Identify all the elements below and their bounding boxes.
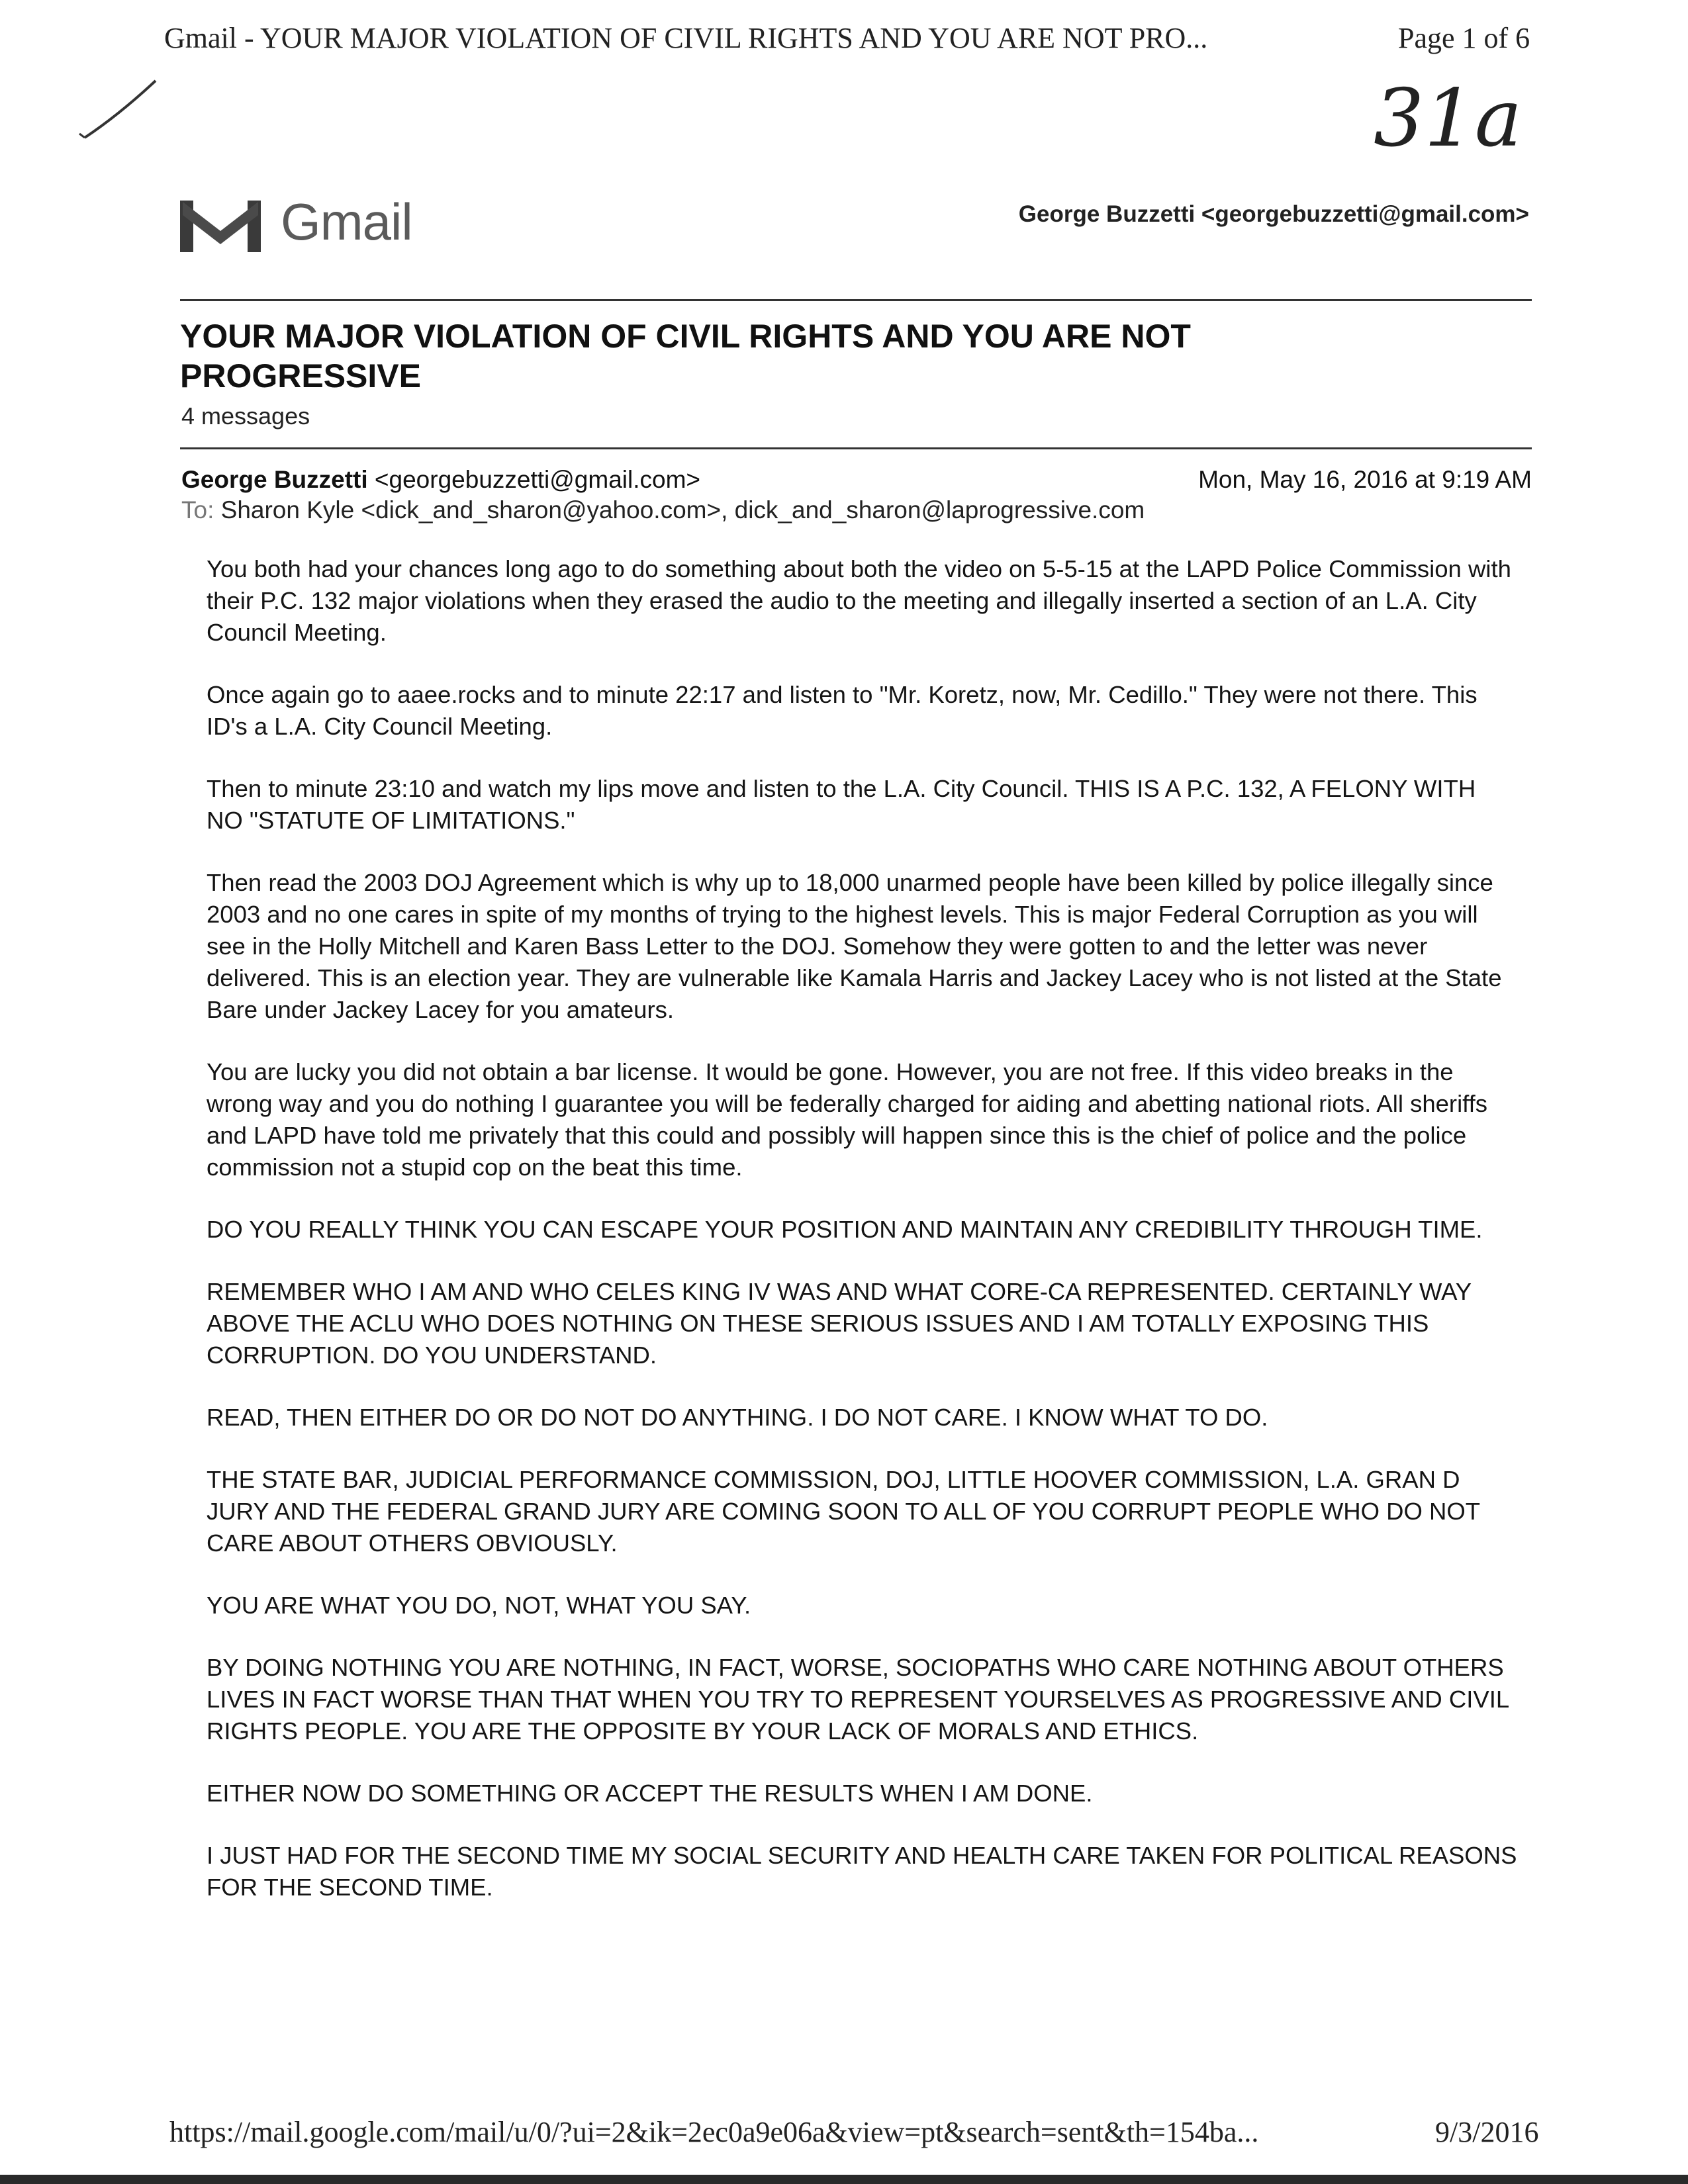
body-paragraph: DO YOU REALLY THINK YOU CAN ESCAPE YOUR POSITION AND MAINTAIN ANY CREDIBILITY THROUGH TIME.: [207, 1216, 1483, 1243]
body-paragraph: BY DOING NOTHING YOU ARE NOTHING, IN FACT, WORSE, SOCIOPATHS WHO CARE NOTHING ABOUT OTHERS LIVES IN FACT WORSE THAN THAT WHEN YOU TRY TO REPRESENT YOURSELVES AS PROGRESSIVE AND CIVIL RIGHTS PEOPLE. YOU ARE THE OPPOSITE BY YOUR LACK OF MORALS AND ETHICS.: [207, 1654, 1509, 1745]
message-recipients: [181, 496, 1145, 524]
sender-email: <georgebuzzetti@gmail.com>: [374, 466, 701, 493]
print-header-title: Gmail - YOUR MAJOR VIOLATION OF CIVIL RIGHTS AND YOU ARE NOT PRO...: [164, 22, 1208, 54]
message-date: Mon, May 16, 2016 at 9:19 AM: [1198, 466, 1532, 493]
message-body: [207, 553, 1517, 1934]
body-paragraph: EITHER NOW DO SOMETHING OR ACCEPT THE RESULTS WHEN I AM DONE.: [207, 1780, 1093, 1807]
body-paragraph: You both had your chances long ago to do something about both the video on 5-5-15 at the LAPD Police Commission with their P.C. 132 major violations when they erased the audio to the meeting and illegally inserted a section of an L.A. City Council Meeting.: [207, 555, 1511, 646]
pen-stroke-icon: [73, 73, 165, 146]
account-owner: George Buzzetti <georgebuzzetti@gmail.com>: [1018, 201, 1529, 227]
gmail-logo-text: Gmail: [281, 192, 412, 251]
body-paragraph: Once again go to aaee.rocks and to minute 22:17 and listen to "Mr. Koretz, now, Mr. Cedillo." They were not there. This ID's a L.A. City Council Meeting.: [207, 681, 1477, 740]
body-paragraph: You are lucky you did not obtain a bar license. It would be gone. However, you are not free. If this video breaks in the wrong way and you do nothing I guarantee you will be federally charged for aiding and abetting national riots. All sheriffs and LAPD have told me privately that this could and possibly will happen since this is the chief of police and the police commission not a stupid cop on the beat this time.: [207, 1058, 1488, 1181]
gmail-m-icon: [177, 189, 263, 255]
body-paragraph: THE STATE BAR, JUDICIAL PERFORMANCE COMMISSION, DOJ, LITTLE HOOVER COMMISSION, L.A. GRAN D JURY AND THE FEDERAL GRAND JURY ARE COMING SOON TO ALL OF YOU CORRUPT PEOPLE WHO DO NOT CARE ABOUT OTHERS OBVIOUSLY.: [207, 1466, 1480, 1557]
to-label: To:: [181, 496, 214, 523]
print-footer-date: 9/3/2016: [1435, 2116, 1539, 2148]
message-sender: [181, 466, 700, 494]
body-paragraph: REMEMBER WHO I AM AND WHO CELES KING IV WAS AND WHAT CORE-CA REPRESENTED. CERTAINLY WAY ABOVE THE ACLU WHO DOES NOTHING ON THESE SERIOUS ISSUES AND I AM TOTALLY EXPOSING THIS CORRUPTION. DO YOU UNDERSTAND.: [207, 1278, 1472, 1369]
body-paragraph: Then read the 2003 DOJ Agreement which is why up to 18,000 unarmed people have been killed by police illegally since 2003 and no one cares in spite of my months of trying to the highest levels. This is major Federal Corruption as you will see in the Holly Mitchell and Karen Bass Letter to the DOJ. Somehow they were gotten to and the letter was never delivered. This is an election year. They are vulnerable like Kamala Harris and Jackey Lacey who is not listed at the State Bare under Jackey Lacey for you amateurs.: [207, 869, 1502, 1023]
recipient-list: Sharon Kyle <dick_and_sharon@yahoo.com>, dick_and_sharon@laprogressive.com: [220, 496, 1145, 523]
handwritten-page-number: 31a: [1374, 73, 1523, 165]
print-header-page-number: Page 1 of 6: [1398, 22, 1530, 54]
thread-divider: [180, 447, 1532, 449]
body-paragraph: Then to minute 23:10 and watch my lips move and listen to the L.A. City Council. THIS IS A P.C. 132, A FELONY WITH NO "STATUTE OF LIMITATIONS.": [207, 775, 1476, 834]
body-paragraph: YOU ARE WHAT YOU DO, NOT, WHAT YOU SAY.: [207, 1592, 751, 1619]
scan-edge: [0, 2175, 1688, 2184]
body-paragraph: I JUST HAD FOR THE SECOND TIME MY SOCIAL SECURITY AND HEALTH CARE TAKEN FOR POLITICAL REASONS FOR THE SECOND TIME.: [207, 1842, 1517, 1901]
thread-subject: YOUR MAJOR VIOLATION OF CIVIL RIGHTS AND YOU ARE NOT PROGRESSIVE: [180, 318, 1191, 394]
sender-name: George Buzzetti: [181, 466, 368, 493]
header-divider: [180, 299, 1532, 301]
print-footer-url: https://mail.google.com/mail/u/0/?ui=2&ik=2ec0a9e06a&view=pt&search=sent&th=154ba...: [169, 2116, 1259, 2148]
message-count: 4 messages: [181, 402, 310, 430]
body-paragraph: READ, THEN EITHER DO OR DO NOT DO ANYTHING. I DO NOT CARE. I KNOW WHAT TO DO.: [207, 1404, 1268, 1431]
gmail-logo: [177, 185, 412, 258]
